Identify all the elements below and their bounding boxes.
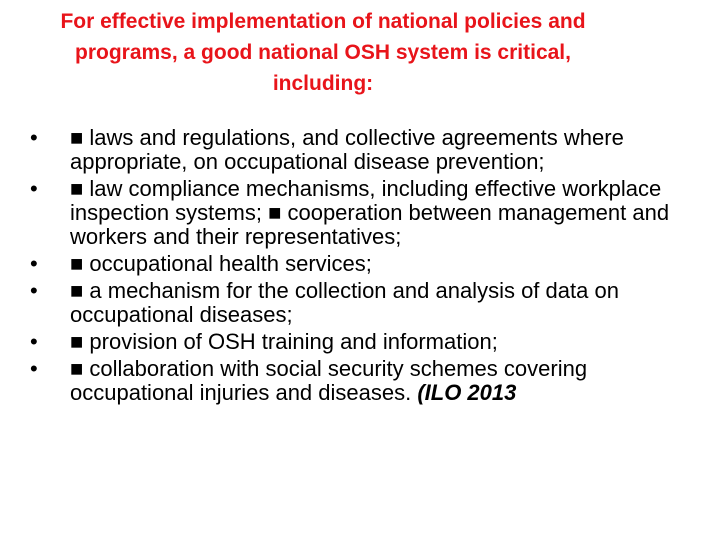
bullet-icon: • [30,251,38,276]
bullet-item [30,126,700,174]
bullet-text-last [70,357,700,405]
bullet-item [30,330,700,354]
bullet-icon: • [30,278,38,303]
title-line: programs, a good national OSH system is critical, [75,41,571,64]
bullet-text: ■ occupational health services; [70,251,372,276]
bullet-icon: • [30,329,38,354]
bullet-icon: • [30,176,38,201]
bullet-icon: • [30,125,38,150]
bullet-text: ■ law compliance mechanisms, including effective workplace inspection systems; ■ cooperation between management and workers and their representatives; [70,176,670,249]
bullet-text: ■ a mechanism for the collection and analysis of data on occupational diseases; [70,278,619,327]
bullet-item [30,357,700,405]
bullet-item [30,252,700,276]
slide-title [8,6,638,99]
bullet-list [30,126,700,408]
bullet-icon: • [30,356,38,381]
bullet-text: ■ collaboration with social security schemes covering occupational injuries and diseases. [70,356,588,405]
title-line: For effective implementation of national policies and [60,10,586,33]
bullet-text: ■ provision of OSH training and information; [70,329,498,354]
citation: (ILO 2013 [417,380,517,405]
bullet-item [30,279,700,327]
bullet-text: ■ laws and regulations, and collective agreements where appropriate, on occupational disease prevention; [70,125,624,174]
title-line: including: [272,72,374,95]
bullet-item [30,177,700,249]
